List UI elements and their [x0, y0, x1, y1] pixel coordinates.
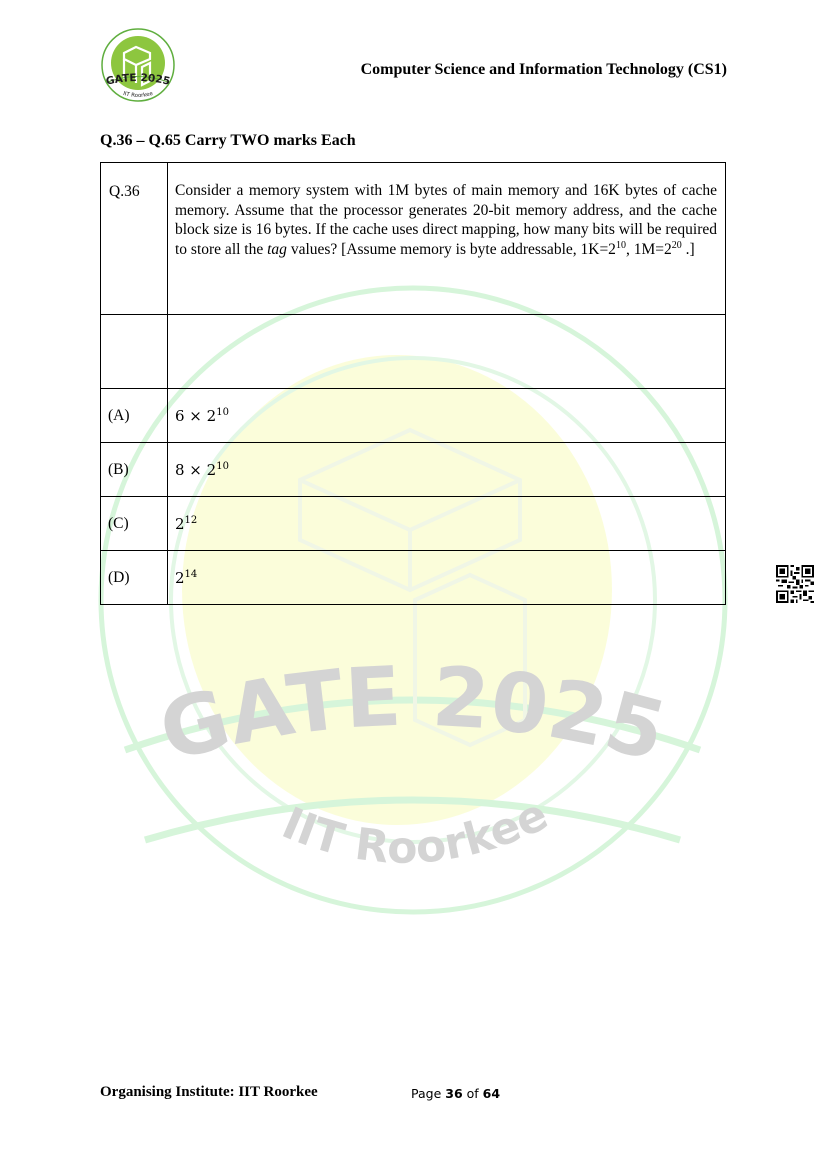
option-label: (D)	[101, 551, 168, 605]
qr-code-icon	[776, 565, 814, 603]
question-number: Q.36	[101, 163, 168, 315]
blank-row	[101, 315, 726, 389]
option-row-a[interactable]	[101, 389, 726, 443]
subject-title: Computer Science and Information Technology (CS1)	[360, 61, 727, 78]
svg-text:GATE 2025: GATE 2025	[104, 71, 172, 88]
option-text: $2^{14}$	[168, 551, 726, 605]
option-label: (A)	[101, 389, 168, 443]
question-row	[101, 163, 726, 315]
option-text: $8 \times 2^{10}$	[168, 443, 726, 497]
question-table	[100, 162, 726, 605]
option-text: $6 \times 2^{10}$	[168, 389, 726, 443]
option-text: $2^{12}$	[168, 497, 726, 551]
option-label: (B)	[101, 443, 168, 497]
svg-text:IIT Roorkee: IIT Roorkee	[274, 788, 556, 874]
option-label: (C)	[101, 497, 168, 551]
question-text: Consider a memory system with 1M bytes of main memory and 16K bytes of cache memory. Assume that the processor generates 20-bit memory address, and the cache block size is 16 bytes. If the cache uses direct mapping, how many bits will be required to store all the tag values? [Assume memory is byte addressable, $1K=2^{10}$, $1M=2^{20}$ .]	[175, 182, 717, 258]
section-title: Q.36 – Q.65 Carry TWO marks Each	[100, 132, 356, 149]
option-row-d[interactable]	[101, 551, 726, 605]
option-row-b[interactable]	[101, 443, 726, 497]
footer-organising: Organising Institute: IIT Roorkee	[100, 1084, 318, 1100]
gate-2025-logo	[98, 27, 178, 107]
svg-text:GATE 2025: GATE 2025	[150, 649, 675, 781]
footer-page-number: Page 36 of 64	[411, 1086, 501, 1101]
option-row-c[interactable]	[101, 497, 726, 551]
svg-text:IIT Roorkee: IIT Roorkee	[122, 90, 154, 100]
question-text-cell	[168, 163, 726, 315]
